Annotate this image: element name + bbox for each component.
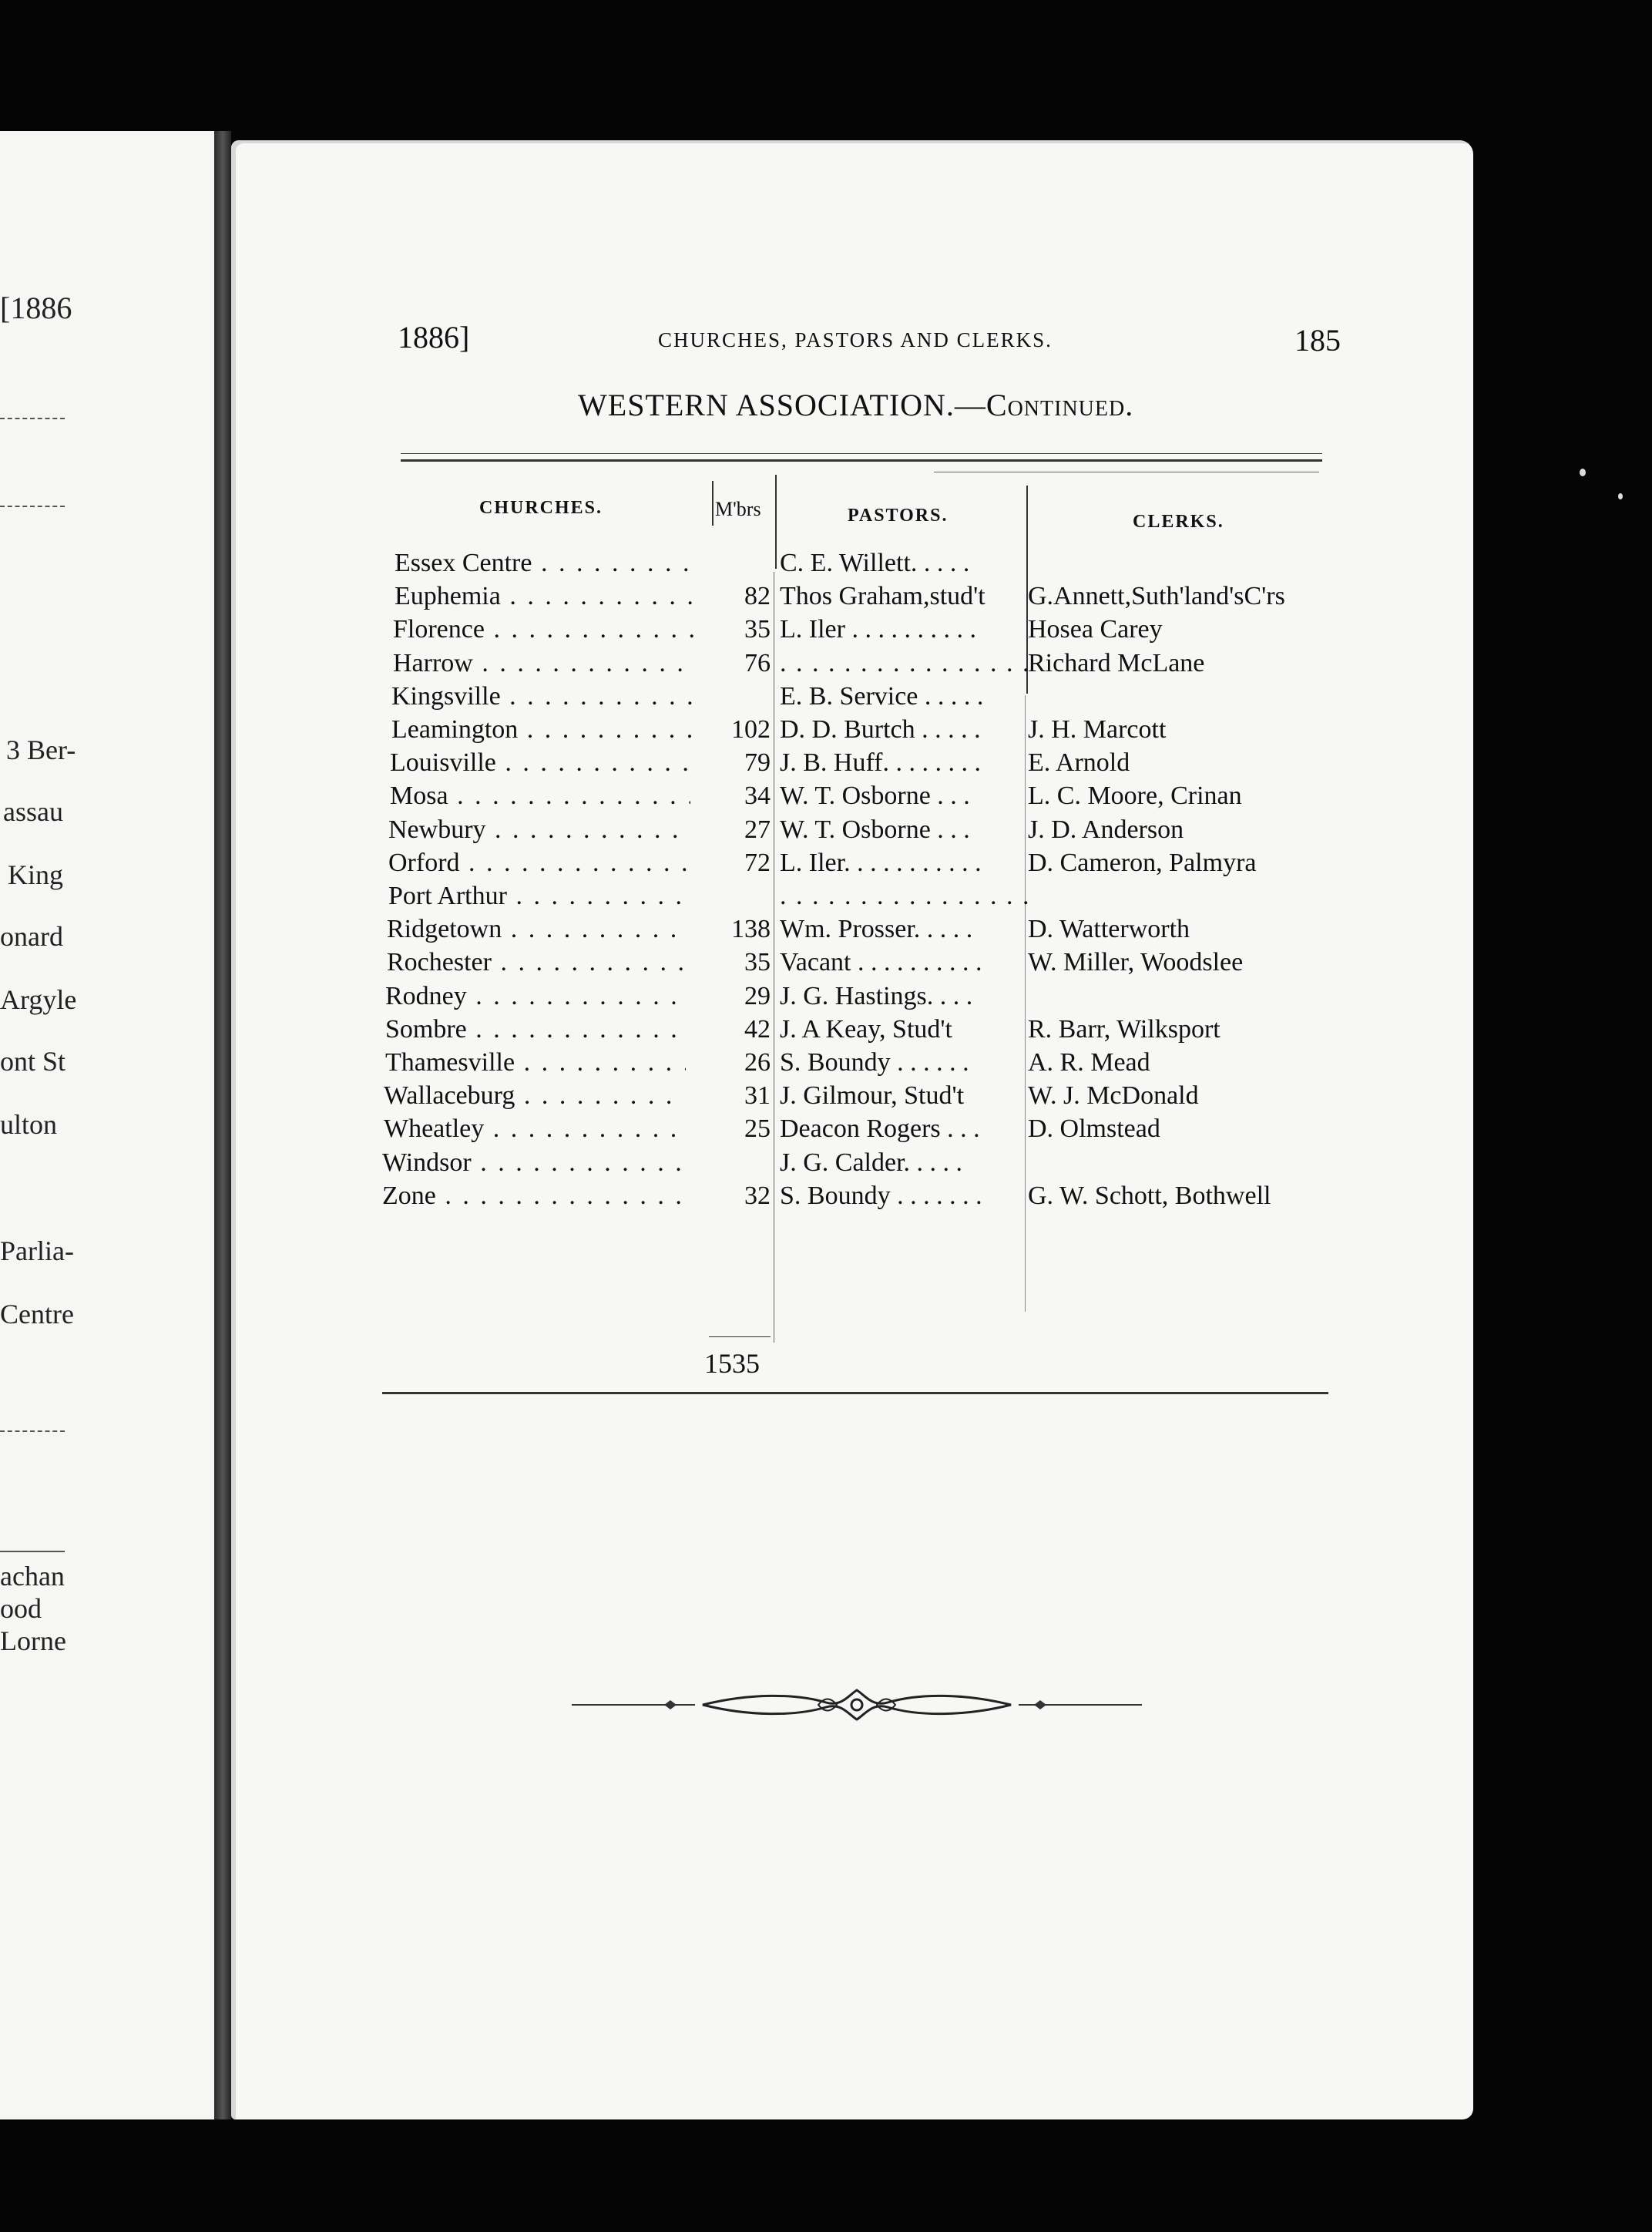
left-page-text: 3 Ber- xyxy=(6,734,76,765)
pastor-name: J. G. Hastings. . . . xyxy=(780,981,973,1010)
pastor-name: Thos Graham,stud't xyxy=(780,582,985,611)
left-page-text: assau xyxy=(3,796,63,827)
table-row xyxy=(231,1114,1473,1146)
church-name: Wallaceburg . . . xyxy=(384,1081,684,1111)
background-speck xyxy=(1580,469,1586,476)
pastor-name: C. E. Willett. . . . . xyxy=(780,549,970,577)
section-title-continued: Continued. xyxy=(985,388,1134,422)
column-header-pastors: PASTORS. xyxy=(848,506,949,526)
church-name: Mosa . . . xyxy=(390,782,690,811)
left-page-text: Parlia- xyxy=(0,1235,74,1266)
total-rule xyxy=(709,1336,771,1337)
clerk-name: E. Arnold xyxy=(1028,748,1130,778)
table-row xyxy=(231,1015,1473,1047)
clerk-name: W. Miller, Woodslee xyxy=(1028,948,1244,977)
left-page-text: achan xyxy=(0,1561,65,1592)
church-name: Rodney . . . xyxy=(385,982,686,1011)
church-name: Orford . . . xyxy=(388,849,689,878)
member-count: 79 xyxy=(744,748,771,778)
church-name: Leamington . . . xyxy=(391,715,692,745)
left-page-rule xyxy=(0,1551,65,1552)
church-name: Florence . . . xyxy=(393,615,693,644)
clerk-name: A. R. Mead xyxy=(1028,1048,1150,1077)
member-count: 138 xyxy=(731,915,771,944)
table-top-rule-thick xyxy=(401,459,1322,462)
column-header-churches: CHURCHES. xyxy=(479,498,603,518)
page-number: 185 xyxy=(1294,323,1341,358)
ornament-divider-icon xyxy=(572,1686,1142,1724)
pastor-name: W. T. Osborne . . . xyxy=(780,815,970,844)
member-count: 26 xyxy=(744,1048,771,1077)
clerk-name: Hosea Carey xyxy=(1028,615,1163,644)
left-page-text: Centre xyxy=(0,1299,74,1329)
pastor-name: S. Boundy . . . . . . . xyxy=(780,1181,982,1210)
church-name: Kingsville . . . xyxy=(391,682,692,711)
left-page-rule xyxy=(0,1430,65,1432)
church-name: Zone . . . xyxy=(382,1182,683,1211)
church-name: Harrow . . . xyxy=(393,649,693,678)
running-head-year: 1886] xyxy=(398,320,470,355)
left-page-text: ulton xyxy=(0,1109,58,1140)
member-count: 34 xyxy=(744,782,771,811)
total-members: 1535 xyxy=(704,1348,760,1379)
pastor-name: J. G. Calder. . . . . xyxy=(780,1148,963,1177)
left-page-text: Argyle xyxy=(0,984,77,1015)
church-name: Euphemia . . . xyxy=(395,582,695,611)
left-page-text: ood xyxy=(0,1593,42,1624)
table-row xyxy=(231,815,1473,847)
clerk-name: R. Barr, Wilksport xyxy=(1028,1014,1221,1044)
member-count: 29 xyxy=(744,981,771,1010)
left-page-text: Lorne xyxy=(0,1625,66,1656)
left-page-year: [1886 xyxy=(0,291,72,325)
pastor-name: S. Boundy . . . . . . xyxy=(780,1048,969,1077)
pastor-name: Vacant . . . . . . . . . . xyxy=(780,948,982,977)
church-name: Windsor . . . xyxy=(382,1148,683,1178)
pastor-name: D. D. Burtch . . . . . xyxy=(780,715,981,744)
column-header-clerks: CLERKS. xyxy=(1133,512,1224,532)
member-count: 31 xyxy=(744,1081,771,1111)
clerk-name: D. Watterworth xyxy=(1028,915,1190,944)
church-name: Thamesville . . . xyxy=(385,1048,686,1077)
table-row xyxy=(231,1182,1473,1213)
table-bottom-rule xyxy=(382,1392,1328,1394)
pastor-name: E. B. Service . . . . . xyxy=(780,681,984,711)
pastor-name: . . . . . . . . . . . . . . . . xyxy=(780,648,1031,677)
section-title-main: WESTERN ASSOCIATION.— xyxy=(578,388,986,422)
church-name: Louisville . . . xyxy=(390,748,690,778)
left-page-text: ont St xyxy=(0,1046,66,1077)
table-row xyxy=(231,1048,1473,1080)
left-page-fragment xyxy=(0,131,214,2119)
pastor-name: J. B. Huff. . . . . . . . xyxy=(780,748,981,778)
clerk-name: Richard McLane xyxy=(1028,648,1205,677)
table-row xyxy=(231,1081,1473,1113)
clerk-name: J. H. Marcott xyxy=(1028,715,1167,744)
church-name: Rochester . . . xyxy=(387,948,687,977)
table-row xyxy=(231,948,1473,980)
clerk-name: G. W. Schott, Bothwell xyxy=(1028,1181,1271,1210)
church-name: Ridgetown . . . xyxy=(387,915,687,944)
table-row xyxy=(231,582,1473,613)
clerk-name: J. D. Anderson xyxy=(1028,815,1184,844)
table-top-rule xyxy=(401,453,1322,454)
table-row xyxy=(231,615,1473,647)
table-row xyxy=(231,982,1473,1013)
right-page xyxy=(231,140,1473,2119)
pastor-name: L. Iler . . . . . . . . . . xyxy=(780,615,976,644)
pastor-name: Wm. Prosser. . . . . xyxy=(780,915,973,944)
member-count: 76 xyxy=(744,648,771,677)
table-row xyxy=(231,682,1473,714)
member-count: 42 xyxy=(744,1014,771,1044)
left-page-rule xyxy=(0,418,65,419)
book-gutter xyxy=(214,131,231,2119)
table-row xyxy=(231,849,1473,880)
church-name: Essex Centre . . . xyxy=(395,549,695,578)
church-name: Newbury . . . xyxy=(388,815,689,845)
clerk-name: D. Cameron, Palmyra xyxy=(1028,848,1257,877)
pastor-name: J. A Keay, Stud't xyxy=(780,1014,952,1044)
pastor-name: J. Gilmour, Stud't xyxy=(780,1081,965,1111)
clerk-name: G.Annett,Suth'land'sC'rs xyxy=(1028,582,1285,611)
column-header-members: M'brs xyxy=(715,498,761,520)
table-row xyxy=(231,748,1473,780)
church-name: Port Arthur . . . xyxy=(388,882,689,911)
member-count: 27 xyxy=(744,815,771,844)
clerk-name: L. C. Moore, Crinan xyxy=(1028,782,1242,811)
clerk-name: W. J. McDonald xyxy=(1028,1081,1199,1111)
column-divider xyxy=(712,481,714,526)
pastor-name: W. T. Osborne . . . xyxy=(780,782,970,811)
member-count: 32 xyxy=(744,1181,771,1210)
table-row xyxy=(231,782,1473,813)
pastor-name: . . . . . . . . . . . . . . . . xyxy=(780,882,1031,910)
member-count: 35 xyxy=(744,615,771,644)
table-row xyxy=(231,549,1473,580)
left-page-text: onard xyxy=(0,921,63,952)
left-page-text: King xyxy=(8,859,63,890)
pastor-name: Deacon Rogers . . . xyxy=(780,1114,980,1144)
member-count: 102 xyxy=(731,715,771,744)
church-name: Sombre . . . xyxy=(385,1015,686,1044)
pastor-name: L. Iler. . . . . . . . . . . xyxy=(780,848,982,877)
background-speck xyxy=(1618,493,1623,499)
table-row xyxy=(231,715,1473,747)
table-row xyxy=(231,882,1473,913)
table-row xyxy=(231,915,1473,946)
running-head-title: CHURCHES, PASTORS AND CLERKS. xyxy=(658,328,1053,351)
church-name: Wheatley . . . xyxy=(384,1114,684,1144)
member-count: 25 xyxy=(744,1114,771,1144)
left-page-rule xyxy=(0,506,65,507)
section-title xyxy=(578,387,1133,423)
table-row xyxy=(231,649,1473,681)
member-count: 72 xyxy=(744,848,771,877)
table-row xyxy=(231,1148,1473,1180)
member-count: 35 xyxy=(744,948,771,977)
clerk-name: D. Olmstead xyxy=(1028,1114,1160,1144)
member-count: 82 xyxy=(744,582,771,611)
